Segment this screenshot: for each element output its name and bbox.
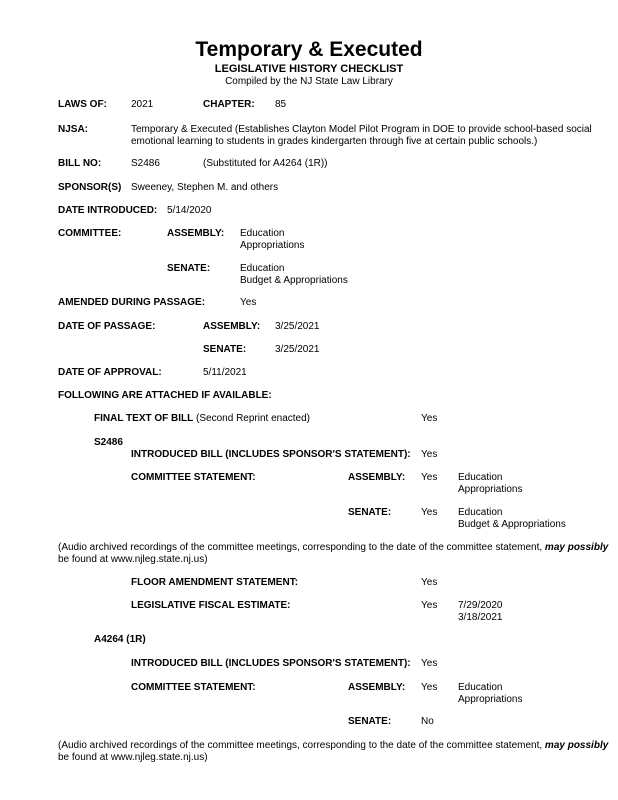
a4264-assembly-committee-2: Appropriations	[458, 694, 523, 705]
amended-value: Yes	[240, 297, 257, 308]
s2486-fiscal-date-2: 3/18/2021	[458, 612, 503, 623]
date-of-approval-label: DATE OF APPROVAL:	[58, 367, 162, 378]
page-subtitle: LEGISLATIVE HISTORY CHECKLIST	[214, 63, 404, 75]
final-text-note: (Second Reprint enacted)	[196, 413, 311, 424]
s2486-assembly-committee-1: Education	[458, 472, 503, 483]
a4264-heading: A4264 (1R)	[94, 634, 146, 645]
s2486-committee-label: COMMITTEE STATEMENT:	[131, 472, 256, 483]
s2486-floor-value: Yes	[421, 577, 438, 588]
committee-assembly-label: ASSEMBLY:	[167, 228, 225, 239]
committee-senate-label: SENATE:	[167, 263, 211, 274]
date-of-approval-value: 5/11/2021	[203, 367, 247, 378]
audio-note-1-text: (Audio archived recordings of the committee meetings, corresponding to the date of the committee statement,	[58, 542, 545, 553]
sponsors-label: SPONSOR(S)	[58, 182, 122, 193]
s2486-assembly-committee-2: Appropriations	[458, 484, 523, 495]
page-title: Temporary & Executed	[195, 38, 423, 61]
committee-senate-1: Education	[240, 263, 285, 274]
chapter-label: CHAPTER:	[203, 99, 255, 110]
committee-senate-2: Budget & Appropriations	[240, 275, 348, 286]
compiled-by: Compiled by the NJ State Law Library	[225, 76, 393, 87]
audio-note-1-line-2: be found at www.njleg.state.nj.us)	[58, 554, 208, 565]
s2486-senate-value: Yes	[421, 507, 438, 518]
passage-senate-date: 3/25/2021	[275, 344, 320, 355]
njsa-line-1: Temporary & Executed (Establishes Clayton Model Pilot Program in DOE to provide school-based social	[131, 124, 592, 135]
a4264-senate-label: SENATE:	[348, 716, 392, 727]
a4264-introduced-label: INTRODUCED BILL (INCLUDES SPONSOR'S STATEMENT):	[131, 658, 411, 669]
s2486-introduced-value: Yes	[421, 449, 438, 460]
s2486-fiscal-label: LEGISLATIVE FISCAL ESTIMATE:	[131, 600, 291, 611]
bill-no-value: S2486	[131, 158, 160, 169]
audio-note-2-line-2: be found at www.njleg.state.nj.us)	[58, 752, 208, 763]
audio-note-2-emphasis: may possibly	[544, 740, 609, 751]
chapter-value: 85	[275, 99, 287, 110]
s2486-floor-label: FLOOR AMENDMENT STATEMENT:	[131, 577, 299, 588]
a4264-introduced-value: Yes	[421, 658, 438, 669]
a4264-assembly-value: Yes	[421, 682, 438, 693]
njsa-line-2: emotional learning to students in grades kindergarten through five at certain public schools.)	[131, 136, 538, 147]
s2486-introduced-label: INTRODUCED BILL (INCLUDES SPONSOR'S STATEMENT):	[131, 449, 411, 460]
audio-note-2-text: (Audio archived recordings of the committee meetings, corresponding to the date of the committee statement,	[58, 740, 545, 751]
audio-note-1-emphasis: may possibly	[544, 542, 609, 553]
audio-note-1-line-1	[58, 542, 608, 554]
a4264-senate-value: No	[421, 716, 434, 727]
audio-note-2-line-1	[58, 740, 608, 752]
amended-label: AMENDED DURING PASSAGE:	[58, 297, 206, 308]
a4264-assembly-label: ASSEMBLY:	[348, 682, 406, 693]
s2486-senate-committee-1: Education	[458, 507, 503, 518]
committee-assembly-1: Education	[240, 228, 285, 239]
s2486-fiscal-value: Yes	[421, 600, 438, 611]
date-of-passage-label: DATE OF PASSAGE:	[58, 321, 156, 332]
committee-assembly-2: Appropriations	[240, 240, 305, 251]
laws-of-value: 2021	[131, 99, 154, 110]
passage-assembly-label: ASSEMBLY:	[203, 321, 261, 332]
a4264-committee-label: COMMITTEE STATEMENT:	[131, 682, 256, 693]
attached-heading: FOLLOWING ARE ATTACHED IF AVAILABLE:	[58, 390, 272, 401]
final-text-row	[94, 413, 310, 425]
s2486-senate-committee-2: Budget & Appropriations	[458, 519, 566, 530]
date-introduced-label: DATE INTRODUCED:	[58, 205, 158, 216]
sponsors-value: Sweeney, Stephen M. and others	[131, 182, 279, 193]
s2486-senate-label: SENATE:	[348, 507, 392, 518]
final-text-label: FINAL TEXT OF BILL	[94, 413, 194, 424]
a4264-assembly-committee-1: Education	[458, 682, 503, 693]
passage-senate-label: SENATE:	[203, 344, 247, 355]
final-text-value: Yes	[421, 413, 438, 424]
laws-of-label: LAWS OF:	[58, 99, 107, 110]
s2486-assembly-value: Yes	[421, 472, 438, 483]
bill-no-label: BILL NO:	[58, 158, 102, 169]
committee-label: COMMITTEE:	[58, 228, 122, 239]
s2486-heading: S2486	[94, 437, 123, 448]
bill-no-note: (Substituted for A4264 (1R))	[203, 158, 328, 169]
s2486-assembly-label: ASSEMBLY:	[348, 472, 406, 483]
s2486-fiscal-date-1: 7/29/2020	[458, 600, 503, 611]
njsa-label: NJSA:	[58, 124, 89, 135]
date-introduced-value: 5/14/2020	[167, 205, 212, 216]
passage-assembly-date: 3/25/2021	[275, 321, 320, 332]
